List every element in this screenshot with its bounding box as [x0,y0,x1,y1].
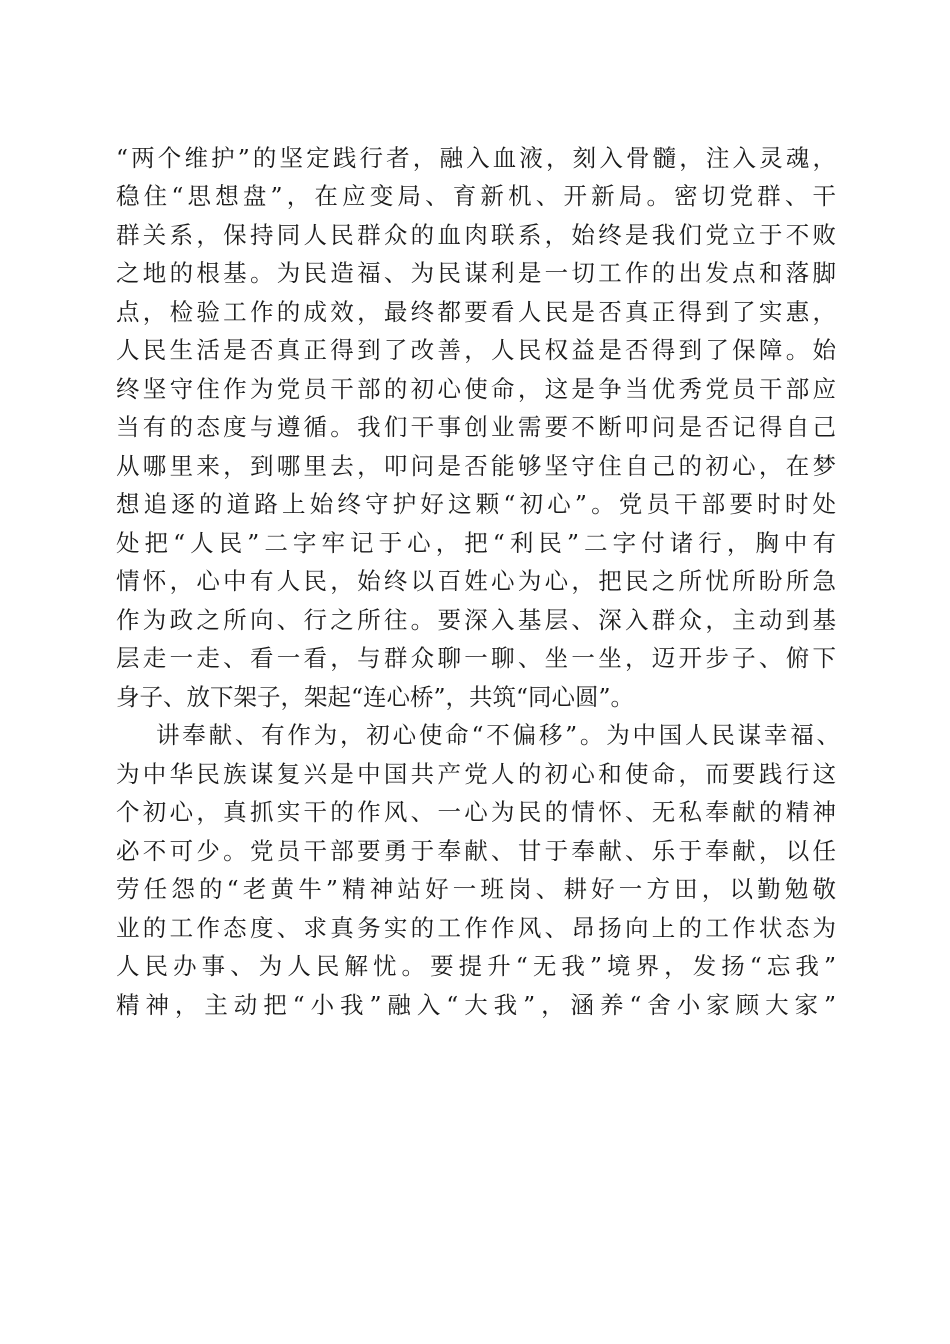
paragraph-1-line-8: 当有的态度与遵循。我们干事创业需要不断叩问是否记得自己 [116,413,836,441]
paragraph-1-line-12: 情怀，心中有人民，始终以百姓心为心，把民之所忧所盼所急 [116,567,836,595]
paragraph-1-line-9: 从哪里来，到哪里去，叩问是否能够坚守住自己的初心，在梦 [116,452,836,480]
paragraph-1-line-11: 处把“人民”二字牢记于心，把“利民”二字付诸行，胸中有 [116,529,836,557]
paragraph-2-line-3: 个初心，真抓实干的作风、一心为民的情怀、无私奉献的精神 [116,798,836,826]
paragraph-2-line-8: 精神，主动把“小我”融入“大我”，涵养“舍小家顾大家” [116,991,836,1019]
paragraph-1-line-14: 层走一走、看一看，与群众聊一聊、坐一坐，迈开步子、俯下 [116,644,836,672]
paragraph-2-line-2: 为中华民族谋复兴是中国共产党人的初心和使命，而要践行这 [116,760,836,788]
paragraph-1-line-5: 点，检验工作的成效，最终都要看人民是否真正得到了实惠， [116,298,836,326]
paragraph-1-line-4: 之地的根基。为民造福、为民谋利是一切工作的出发点和落脚 [116,259,836,287]
paragraph-2-line-4: 必不可少。党员干部要勇于奉献、甘于奉献、乐于奉献，以任 [116,837,836,865]
paragraph-1-line-15: 身子、放下架子，架起“连心桥”，共筑“同心圆”。 [116,683,635,711]
paragraph-2-line-1: 讲奉献、有作为，初心使命“不偏移”。为中国人民谋幸福、 [156,721,840,749]
paragraph-2-line-7: 人民办事、为人民解忧。要提升“无我”境界，发扬“忘我” [116,952,836,980]
paragraph-1-line-6: 人民生活是否真正得到了改善，人民权益是否得到了保障。始 [116,336,836,364]
paragraph-2-line-6: 业的工作态度、求真务实的工作作风、昂扬向上的工作状态为 [116,914,836,942]
paragraph-2-line-5: 劳任怨的“老黄牛”精神站好一班岗、耕好一方田，以勤勉敬 [116,875,836,903]
paragraph-1-line-7: 终坚守住作为党员干部的初心使命，这是争当优秀党员干部应 [116,375,836,403]
paragraph-1-line-1: “两个维护”的坚定践行者，融入血液，刻入骨髓，注入灵魂， [116,144,836,172]
paragraph-1-line-13: 作为政之所向、行之所往。要深入基层、深入群众，主动到基 [116,606,836,634]
paragraph-1-line-2: 稳住“思想盘”，在应变局、育新机、开新局。密切党群、干 [116,182,836,210]
paragraph-1-line-3: 群关系，保持同人民群众的血肉联系，始终是我们党立于不败 [116,221,836,249]
paragraph-1-line-10: 想追逐的道路上始终守护好这颗“初心”。党员干部要时时处 [116,490,836,518]
